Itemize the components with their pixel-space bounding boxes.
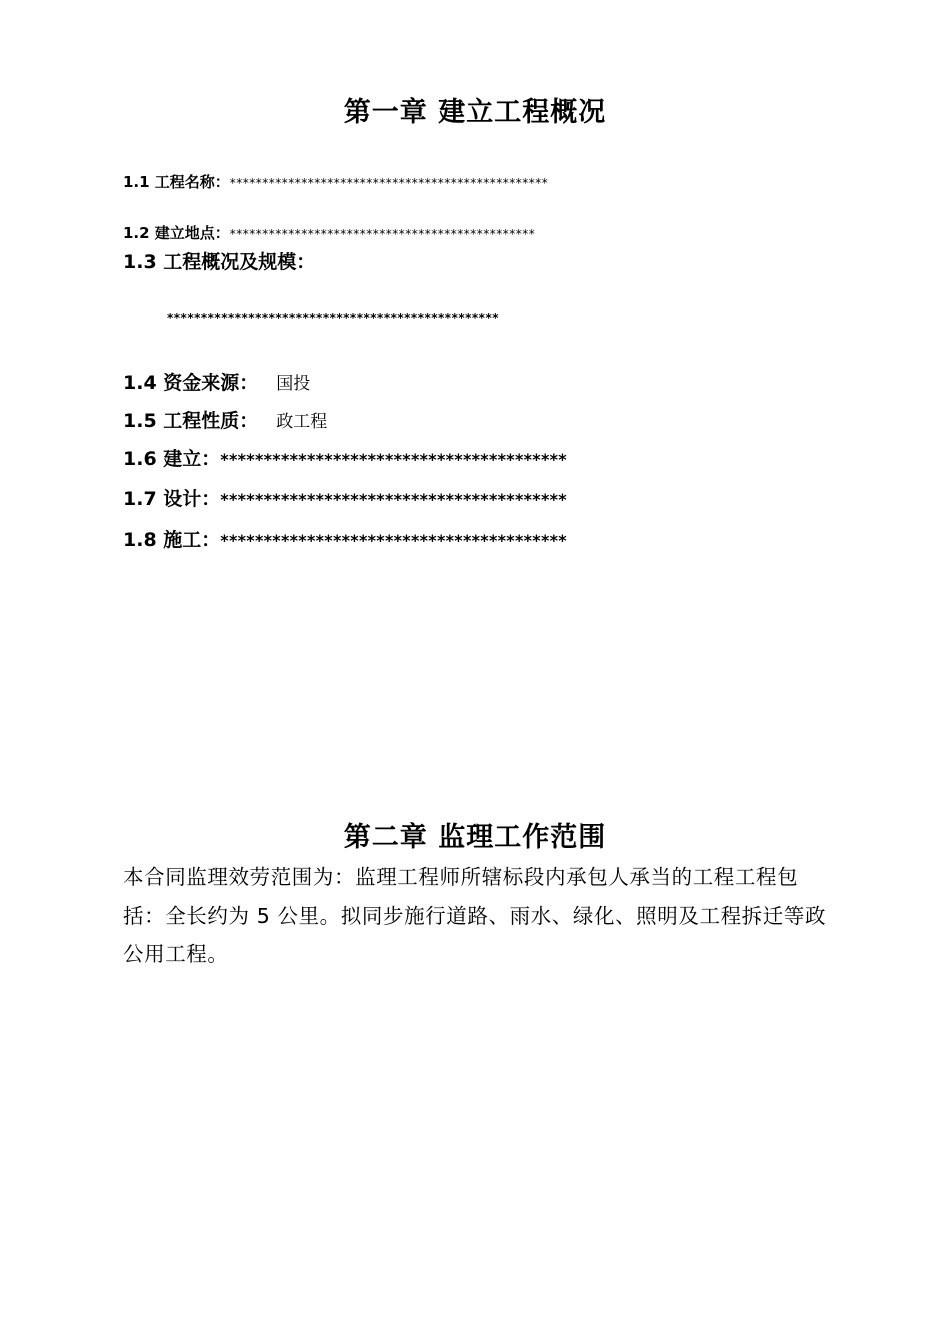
chapter-1-title: 第一章 建立工程概况 <box>343 97 607 128</box>
project-name-value: ************************************************* <box>229 176 549 190</box>
overview-scale-label: 1.3 工程概况及规模： <box>123 251 316 273</box>
construction-party-label: 1.6 建立： <box>123 448 221 470</box>
funding-line <box>123 368 310 395</box>
project-name-line <box>123 171 548 192</box>
scope-paragraph: 本合同监理效劳范围为：监理工程师所辖标段内承包人承当的工程工程包括：全长约为 5 公里。拟同步施行道路、雨水、绿化、照明及工程拆迁等政公用工程。 <box>123 865 827 966</box>
contractor-line <box>123 525 567 552</box>
contractor-label: 1.8 施工： <box>123 529 221 551</box>
design-line <box>123 484 567 511</box>
project-name-label: 1.1 工程名称： <box>123 173 230 191</box>
construction-party-line <box>123 444 567 471</box>
overview-scale-value: ************************************************* <box>167 311 499 325</box>
location-label: 1.2 建立地点： <box>123 224 230 242</box>
nature-line <box>123 406 327 433</box>
location-value: *********************************************** <box>229 227 536 241</box>
contractor-value: **************************************** <box>220 531 567 550</box>
construction-party-value: **************************************** <box>220 450 567 469</box>
chapter-2-title: 第二章 监理工作范围 <box>343 822 607 853</box>
funding-label: 1.4 资金来源： <box>123 372 259 394</box>
nature-value: 政工程 <box>276 412 328 432</box>
funding-value: 国投 <box>276 374 311 394</box>
design-label: 1.7 设计： <box>123 488 221 510</box>
design-value: **************************************** <box>220 490 567 509</box>
nature-label: 1.5 工程性质： <box>123 410 259 432</box>
location-line <box>123 222 535 243</box>
